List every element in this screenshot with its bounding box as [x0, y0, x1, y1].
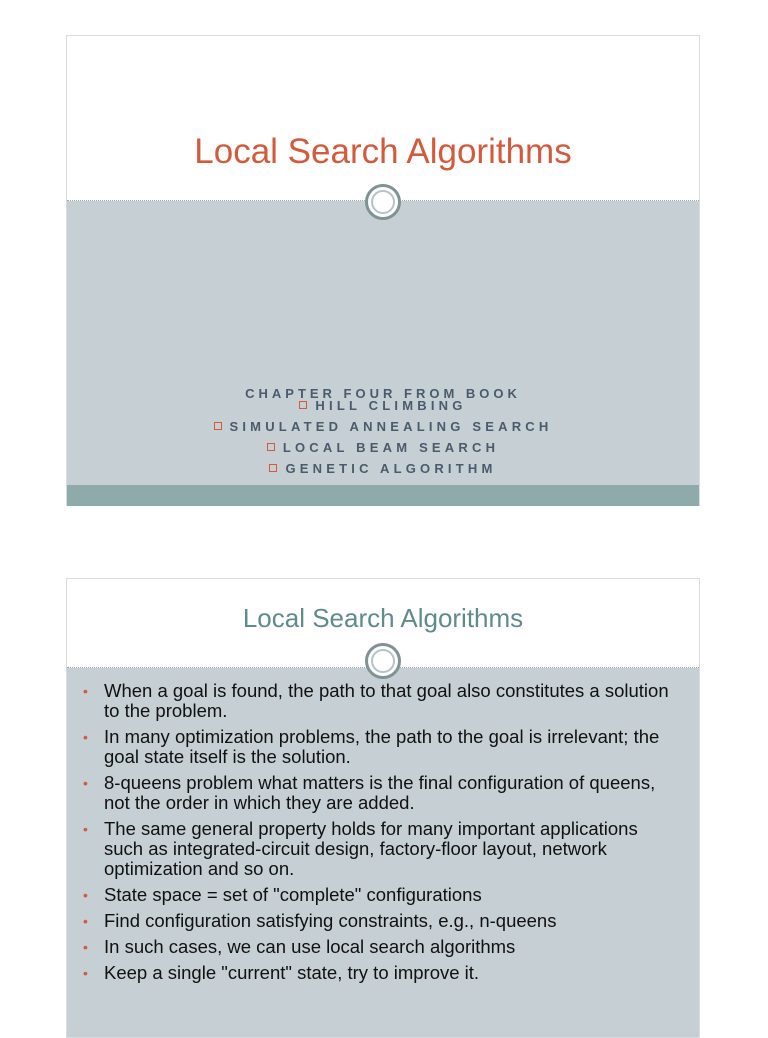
checkbox-bullet-icon	[299, 401, 307, 409]
bullet-item: • 8-queens problem what matters is the final configuration of queens, not the order in which they are added.	[83, 772, 656, 813]
bullet-dot-icon: •	[83, 939, 88, 955]
slide-title: Local Search Algorithms	[242, 603, 524, 633]
topic-item: SIMULATED ANNEALING SEARCH	[67, 416, 699, 437]
checkbox-bullet-icon	[214, 422, 222, 430]
bullet-item: • In such cases, we can use local search algorithms	[83, 936, 516, 957]
topics-panel	[67, 201, 699, 485]
bullet-dot-icon: •	[83, 913, 88, 929]
bullet-dot-icon: •	[83, 775, 88, 791]
topic-list	[67, 395, 699, 479]
bullet-item: • State space = set of "complete" configurations	[83, 884, 482, 905]
bullet-dot-icon: •	[83, 965, 88, 981]
bullet-dot-icon: •	[83, 683, 88, 699]
topic-item: LOCAL BEAM SEARCH	[67, 437, 699, 458]
title-slide	[66, 35, 700, 506]
slide-title: Local Search Algorithms	[194, 132, 572, 171]
content-slide	[66, 578, 700, 1038]
bullet-item: • Keep a single "current" state, try to improve it.	[83, 962, 480, 983]
ring-ornament-icon	[365, 643, 401, 679]
bullet-dot-icon: •	[83, 821, 88, 837]
chapter-subtitle: CHAPTER FOUR FROM BOOK	[245, 386, 521, 401]
bullet-item: • In many optimization problems, the path to the goal is irrelevant; the goal state itself is the solution.	[83, 726, 660, 767]
topic-item: HILL CLIMBING	[67, 395, 699, 416]
bullet-item: • When a goal is found, the path to that goal also constitutes a solution to the problem.	[83, 680, 669, 721]
topic-item: GENETIC ALGORITHM	[67, 458, 699, 479]
bottom-band	[67, 485, 699, 506]
title-area	[67, 36, 699, 201]
bullet-item: • Find configuration satisfying constraints, e.g., n-queens	[83, 910, 557, 931]
ring-ornament-icon	[365, 184, 401, 220]
checkbox-bullet-icon	[269, 464, 277, 472]
bullet-dot-icon: •	[83, 729, 88, 745]
bullet-list	[83, 681, 679, 989]
bullet-dot-icon: •	[83, 887, 88, 903]
bullet-item: • The same general property holds for many important applications such as integrated-circuit design, factory-floor layout, network optimization and so on.	[83, 818, 638, 879]
checkbox-bullet-icon	[267, 443, 275, 451]
